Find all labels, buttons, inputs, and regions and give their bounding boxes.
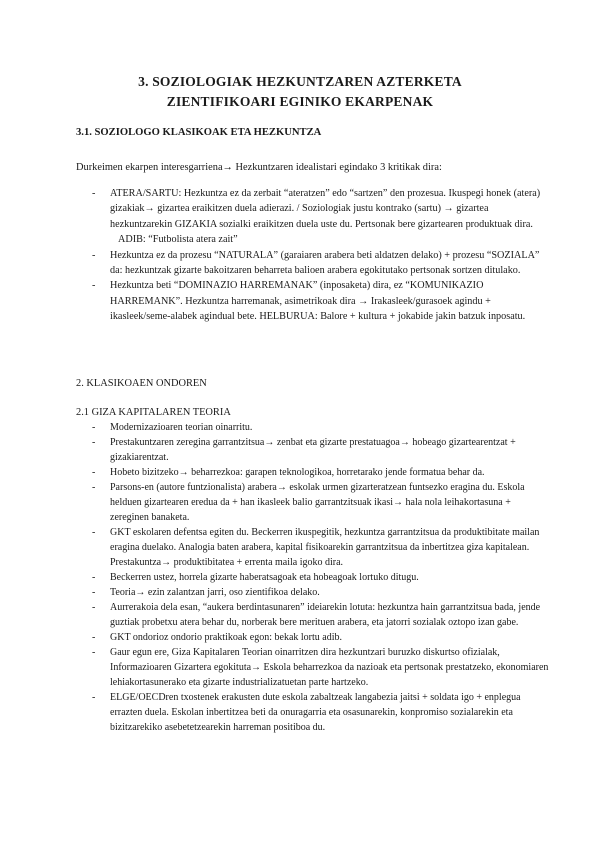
list-item: - Modernizazioaren teorian oinarritu.	[110, 420, 550, 435]
critique-item	[110, 278, 550, 324]
list-item: - Teoria→ ezin zalantzan jarri, oso zientifikoa delako.	[110, 585, 550, 600]
list-item: - GKT eskolaren defentsa egiten du. Beckerren ikuspegitik, hezkuntza garrantzitsua da produktibitate mailan eragina duelako. Analogia baten arabera, kapital fisikoarekin garrantzitsua da inbertitzea giza kapitalean. Prestakuntza→ produktibitatea + errenta maila igoko dira.	[110, 525, 550, 570]
section-heading-2-1: 2.1 GIZA KAPITALAREN TEORIA	[76, 407, 231, 418]
section-heading-3-1: 3.1. SOZIOLOGO KLASIKOAK ETA HEZKUNTZA	[76, 127, 322, 138]
critiques-list	[110, 186, 550, 325]
title-line-2: ZIENTIFIKOARI EGINIKO EKARPENAK	[166, 94, 434, 109]
list-item: - Beckerren ustez, horrela gizarte haberatsagoak eta hobeagoak lortuko ditugu.	[110, 570, 550, 585]
giza-kapitala-list	[110, 420, 550, 735]
list-item: - GKT ondorioz ondorio praktikoak egon: bekak lortu adib.	[110, 630, 550, 645]
document-title	[60, 72, 540, 112]
list-item: - Gaur egun ere, Giza Kapitalaren Teorian oinarritzen dira hezkuntzari buruzko diskurtso ofizialak, Informazioaren Gizartera egokituta→ Eskola beharrezkoa da nazioak eta pertsonak prestatzeko, ekonomiaren lehiakortasunerako eta gizarte industrializatuetan parte hartzeko.	[110, 645, 550, 690]
list-item: - Hobeto bizitzeko→ beharrezkoa: garapen teknologikoa, horretarako jende formatua behar da.	[110, 465, 550, 480]
critique-item	[110, 186, 550, 248]
critique-text: - Hezkuntza beti “DOMINAZIO HARREMANAK” (inposaketa) dira, ez “KOMUNIKAZIO HARREMANK”. Hezkuntza harremanak, asimetrikoak dira → Irakasleek/gurasoek agindu + ikasleek/seme-alabek agindual bete. HELBURUA: Balore + kultura + jokabide jakin batzuk inposatu.	[110, 280, 526, 323]
critique-example: ADIB: “Futbolista atera zait”	[118, 234, 238, 246]
list-item: - Prestakuntzaren zeregina garrantzitsua→ zenbat eta gizarte prestatuagoa→ hobeago gizartearentzat + gizakiarentzat.	[110, 435, 550, 465]
list-item: - ELGE/OECDren txostenek erakusten dute eskola zabaltzeak langabezia jaitsi + soldata igo + enplegua errazten duela. Eskolan inbertitzea beti da onuragarria eta osasunarekin, konpromiso sozialarekin eta bizitzarekiko asebetetzearekin harreman positiboa du.	[110, 690, 550, 735]
intro-paragraph: Durkeimen ekarpen interesgarriena→ Hezkuntzaren idealistari egindako 3 kritikak dira:	[76, 162, 442, 173]
critique-text: - ATERA/SARTU: Hezkuntza ez da zerbait “ateratzen” edo “sartzen” den prozesua. Ikuspegi honek (atera) gizakiak→ gizartea eraikitzen duela adierazi. / Soziologiak justu kontrako (sartu) → gizartea hezkuntzarekin GIZAKIA sozialki eraikitzen duela uste du. Pertsonak bere gizartearen produktuak dira.	[110, 188, 541, 230]
list-item: - Parsons-en (autore funtzionalista) arabera→ eskolak urmen gizarteratzean funtsezko eragina du. Eskola helduen gizartearen eredua da + han ikasleek balio garrantzitsuak ikasi→ hala nola leihakortasuna + zereginen banaketa.	[110, 480, 550, 525]
title-line-1: 3. SOZIOLOGIAK HEZKUNTZAREN AZTERKETA	[138, 74, 462, 89]
critique-item	[110, 248, 550, 279]
list-item: - Aurrerakoia dela esan, “aukera berdintasunaren” ideiarekin lotuta: hezkuntza hain garrantzitsua bada, jende guztiak probetxu atera behar du, norberak bere merituen arabera, eta jatorri sozialak oztopo izan gabe.	[110, 600, 550, 630]
section-heading-2: 2. KLASIKOAEN ONDOREN	[76, 378, 207, 389]
critique-text: - Hezkuntza ez da prozesu “NATURALA” (garaiaren arabera beti aldatzen delako) + prozesu “SOZIALA” da: hezkuntzak gizarte bakoitzaren beharreta balioen arabera egokitutako pertsonak sortzen ditulako.	[110, 249, 540, 277]
